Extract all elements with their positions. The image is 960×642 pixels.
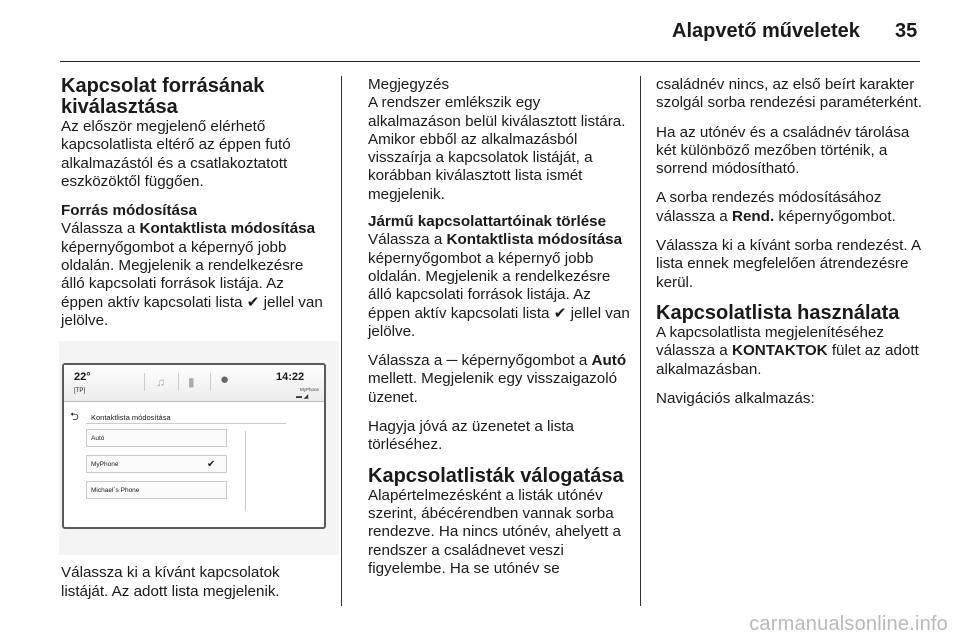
paragraph: Válassza ki a kívánt kapcsolatok listáját. Az adott lista megjelenik. bbox=[61, 564, 280, 600]
section-heading: Kapcsolatlista használata bbox=[656, 301, 900, 324]
paragraph: Válassza a ─ képernyőgombot a Autó mellett. Megjelenik egy visszaigazoló üzenet. bbox=[368, 352, 627, 406]
divider bbox=[178, 373, 179, 391]
connected-phone-label: MyPhone bbox=[300, 387, 320, 393]
note-title: Megjegyzés bbox=[368, 76, 450, 93]
header-divider bbox=[60, 61, 920, 62]
list-title: Kontaktlista módosítása bbox=[91, 413, 171, 423]
temperature-readout: 22° bbox=[74, 371, 91, 384]
column-divider bbox=[341, 76, 342, 606]
bold-term: KONTAKTOK bbox=[731, 342, 828, 360]
clock-readout: 14:22 bbox=[276, 371, 305, 384]
column-2 bbox=[368, 76, 632, 589]
subheading: Jármű kapcsolattartóinak törlése bbox=[368, 213, 607, 231]
subheading: Forrás módosítása bbox=[61, 202, 197, 220]
column-1 bbox=[61, 76, 329, 612]
divider bbox=[210, 373, 211, 391]
header-title: Alapvető műveletek bbox=[672, 20, 860, 42]
back-arrow-icon[interactable]: ⮌ bbox=[70, 411, 79, 424]
tp-label: [TP] bbox=[74, 388, 86, 395]
paragraph: Válassza a Kontaktlista módosítása képernyőgombot a képernyő jobb oldalán. Megjelenik a rendelkezésre álló kapcsolati források listája. Az éppen aktív kapcsolati lista ✔ jellel van jelölve. bbox=[368, 231, 630, 340]
bold-term: Kontaktlista módosítása bbox=[139, 220, 316, 238]
source-item-myphone[interactable]: MyPhone ✔ bbox=[86, 455, 227, 473]
bold-term: Kontaktlista módosítása bbox=[446, 231, 623, 249]
status-bar bbox=[64, 365, 324, 402]
divider bbox=[86, 423, 286, 424]
paragraph: Ha az utónév és a családnév tárolása két különböző mezőben történik, a sorrend módosítható. bbox=[656, 123, 910, 178]
source-item-auto[interactable]: Autó bbox=[86, 429, 227, 447]
column-divider bbox=[640, 76, 641, 606]
paragraph: Válassza ki a kívánt sorba rendezést. A lista ennek megfelelően átrendezésre kerül. bbox=[656, 237, 921, 291]
music-icon: ♫ bbox=[156, 375, 165, 390]
source-item-michaels-phone[interactable]: Michael´s Phone bbox=[86, 481, 227, 499]
phone-icon: ▮ bbox=[188, 375, 195, 390]
screen-illustration bbox=[59, 341, 339, 555]
globe-icon: ● bbox=[220, 371, 230, 389]
page-header bbox=[0, 0, 960, 62]
check-icon: ✔ bbox=[207, 459, 216, 471]
note-body: A rendszer emlékszik egy alkalmazáson belül kiválasztott listára. Amikor ebből az alkalmazásból visszaírja a kapcsolatok listáját, a korábban kiválasztott lista ismét megjelenik. bbox=[368, 94, 626, 203]
section-heading: Kapcsolat forrásának kiválasztása bbox=[61, 75, 265, 118]
paragraph: A kapcsolatlista megjelenítéséhez válassza a KONTAKTOK fület az adott alkalmazásban. bbox=[656, 323, 919, 378]
paragraph: Navigációs alkalmazás: bbox=[656, 389, 815, 407]
bold-term: Autó bbox=[591, 352, 627, 370]
note bbox=[368, 76, 632, 204]
signal-icon: ▬ ◢ bbox=[296, 394, 309, 401]
scrollbar[interactable] bbox=[245, 431, 246, 511]
divider bbox=[144, 373, 145, 391]
paragraph: Alapértelmezésként a listák utónév szerint, ábécérendben vannak sorba rendezve. Ha nincs utónév, ahelyett a rendszer a családnevet veszi figyelembe. Ha se utónév se bbox=[368, 486, 621, 577]
paragraph: Válassza a Kontaktlista módosítása képernyőgombot a képernyő jobb oldalán. Megjelenik a rendelkezésre álló kapcsolati források listája. Az éppen aktív kapcsolati lista ✔ jellel van jelölve. bbox=[61, 220, 323, 329]
page-number: 35 bbox=[895, 20, 918, 42]
paragraph: A sorba rendezés módosításához válassza a Rend. képernyőgombot. bbox=[656, 189, 896, 225]
paragraph: Hagyja jóvá az üzenetet a lista törléséhez. bbox=[368, 418, 574, 454]
bold-term: Rend. bbox=[731, 207, 775, 225]
paragraph: Az először megjelenő elérhető kapcsolatlista eltérő az éppen futó alkalmazástól és a csatlakoztatott eszközöktől függően. bbox=[61, 118, 291, 190]
section-heading: Kapcsolatlisták válogatása bbox=[368, 464, 624, 487]
paragraph: családnév nincs, az első beírt karakter szolgál sorba rendezési paraméterként. bbox=[656, 76, 922, 112]
watermark: carmanualsonline.info bbox=[749, 613, 948, 635]
column-3 bbox=[656, 76, 928, 419]
display-screen bbox=[62, 363, 326, 529]
